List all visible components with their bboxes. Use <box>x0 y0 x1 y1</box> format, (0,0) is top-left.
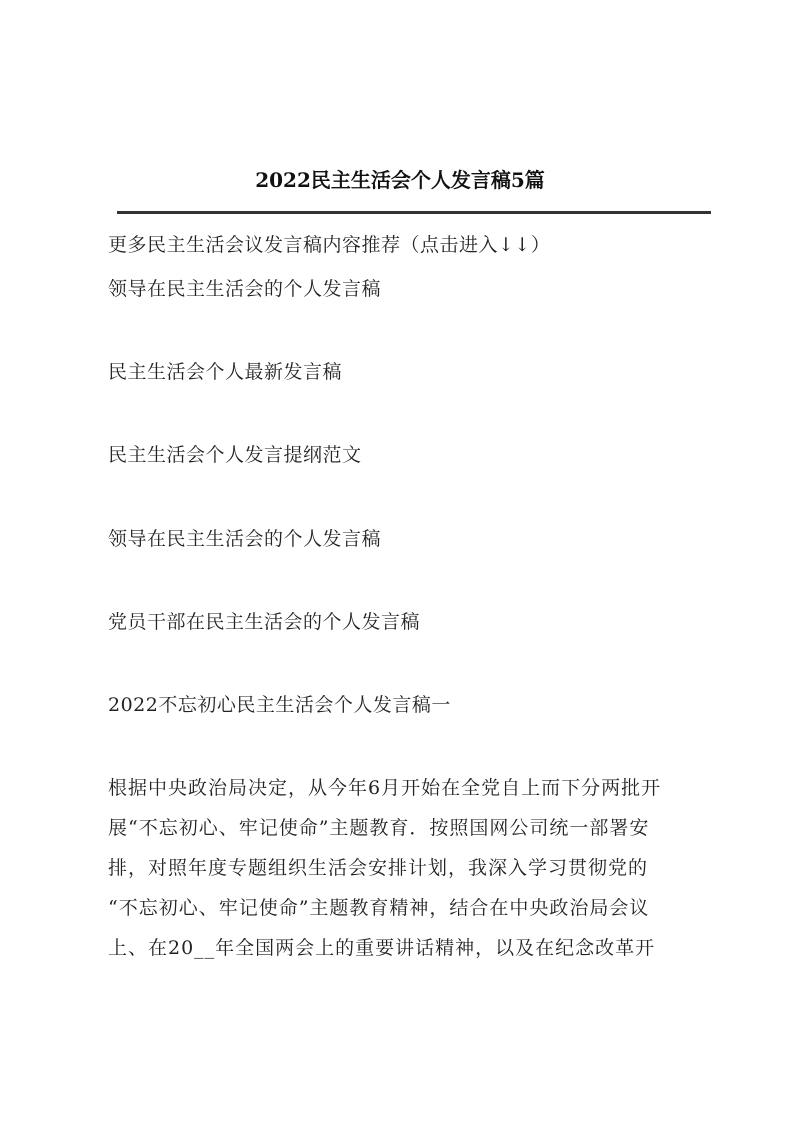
section-heading: 2022不忘初心民主生活会个人发言稿一 <box>108 694 451 716</box>
link-item[interactable]: 领导在民主生活会的个人发言稿 <box>108 278 382 300</box>
title-divider <box>117 211 711 214</box>
paragraph-line: 展“不忘初心、牢记使命”主题教育．按照国网公司统一部署安 <box>108 817 650 839</box>
paragraph-line: 上、在20__年全国两会上的重要讲话精神，以及在纪念改革开 <box>108 937 656 959</box>
link-item[interactable]: 民主生活会个人最新发言稿 <box>108 361 343 383</box>
recommend-header: 更多民主生活会议发言稿内容推荐（点击进入↓↓） <box>108 234 551 256</box>
paragraph-line: 排，对照年度专题组织生活会安排计划，我深入学习贯彻党的 <box>108 857 649 879</box>
link-item[interactable]: 民主生活会个人发言提纲范文 <box>108 444 362 466</box>
document-title: 2022民主生活会个人发言稿5篇 <box>255 168 545 192</box>
paragraph-line: 根据中央政治局决定，从今年6月开始在全党自上而下分两批开 <box>108 777 662 799</box>
paragraph-line: “不忘初心、牢记使命”主题教育精神，结合在中央政治局会议 <box>108 897 650 919</box>
link-item[interactable]: 党员干部在民主生活会的个人发言稿 <box>108 611 421 633</box>
link-item[interactable]: 领导在民主生活会的个人发言稿 <box>108 528 382 550</box>
body-paragraph <box>108 768 718 968</box>
